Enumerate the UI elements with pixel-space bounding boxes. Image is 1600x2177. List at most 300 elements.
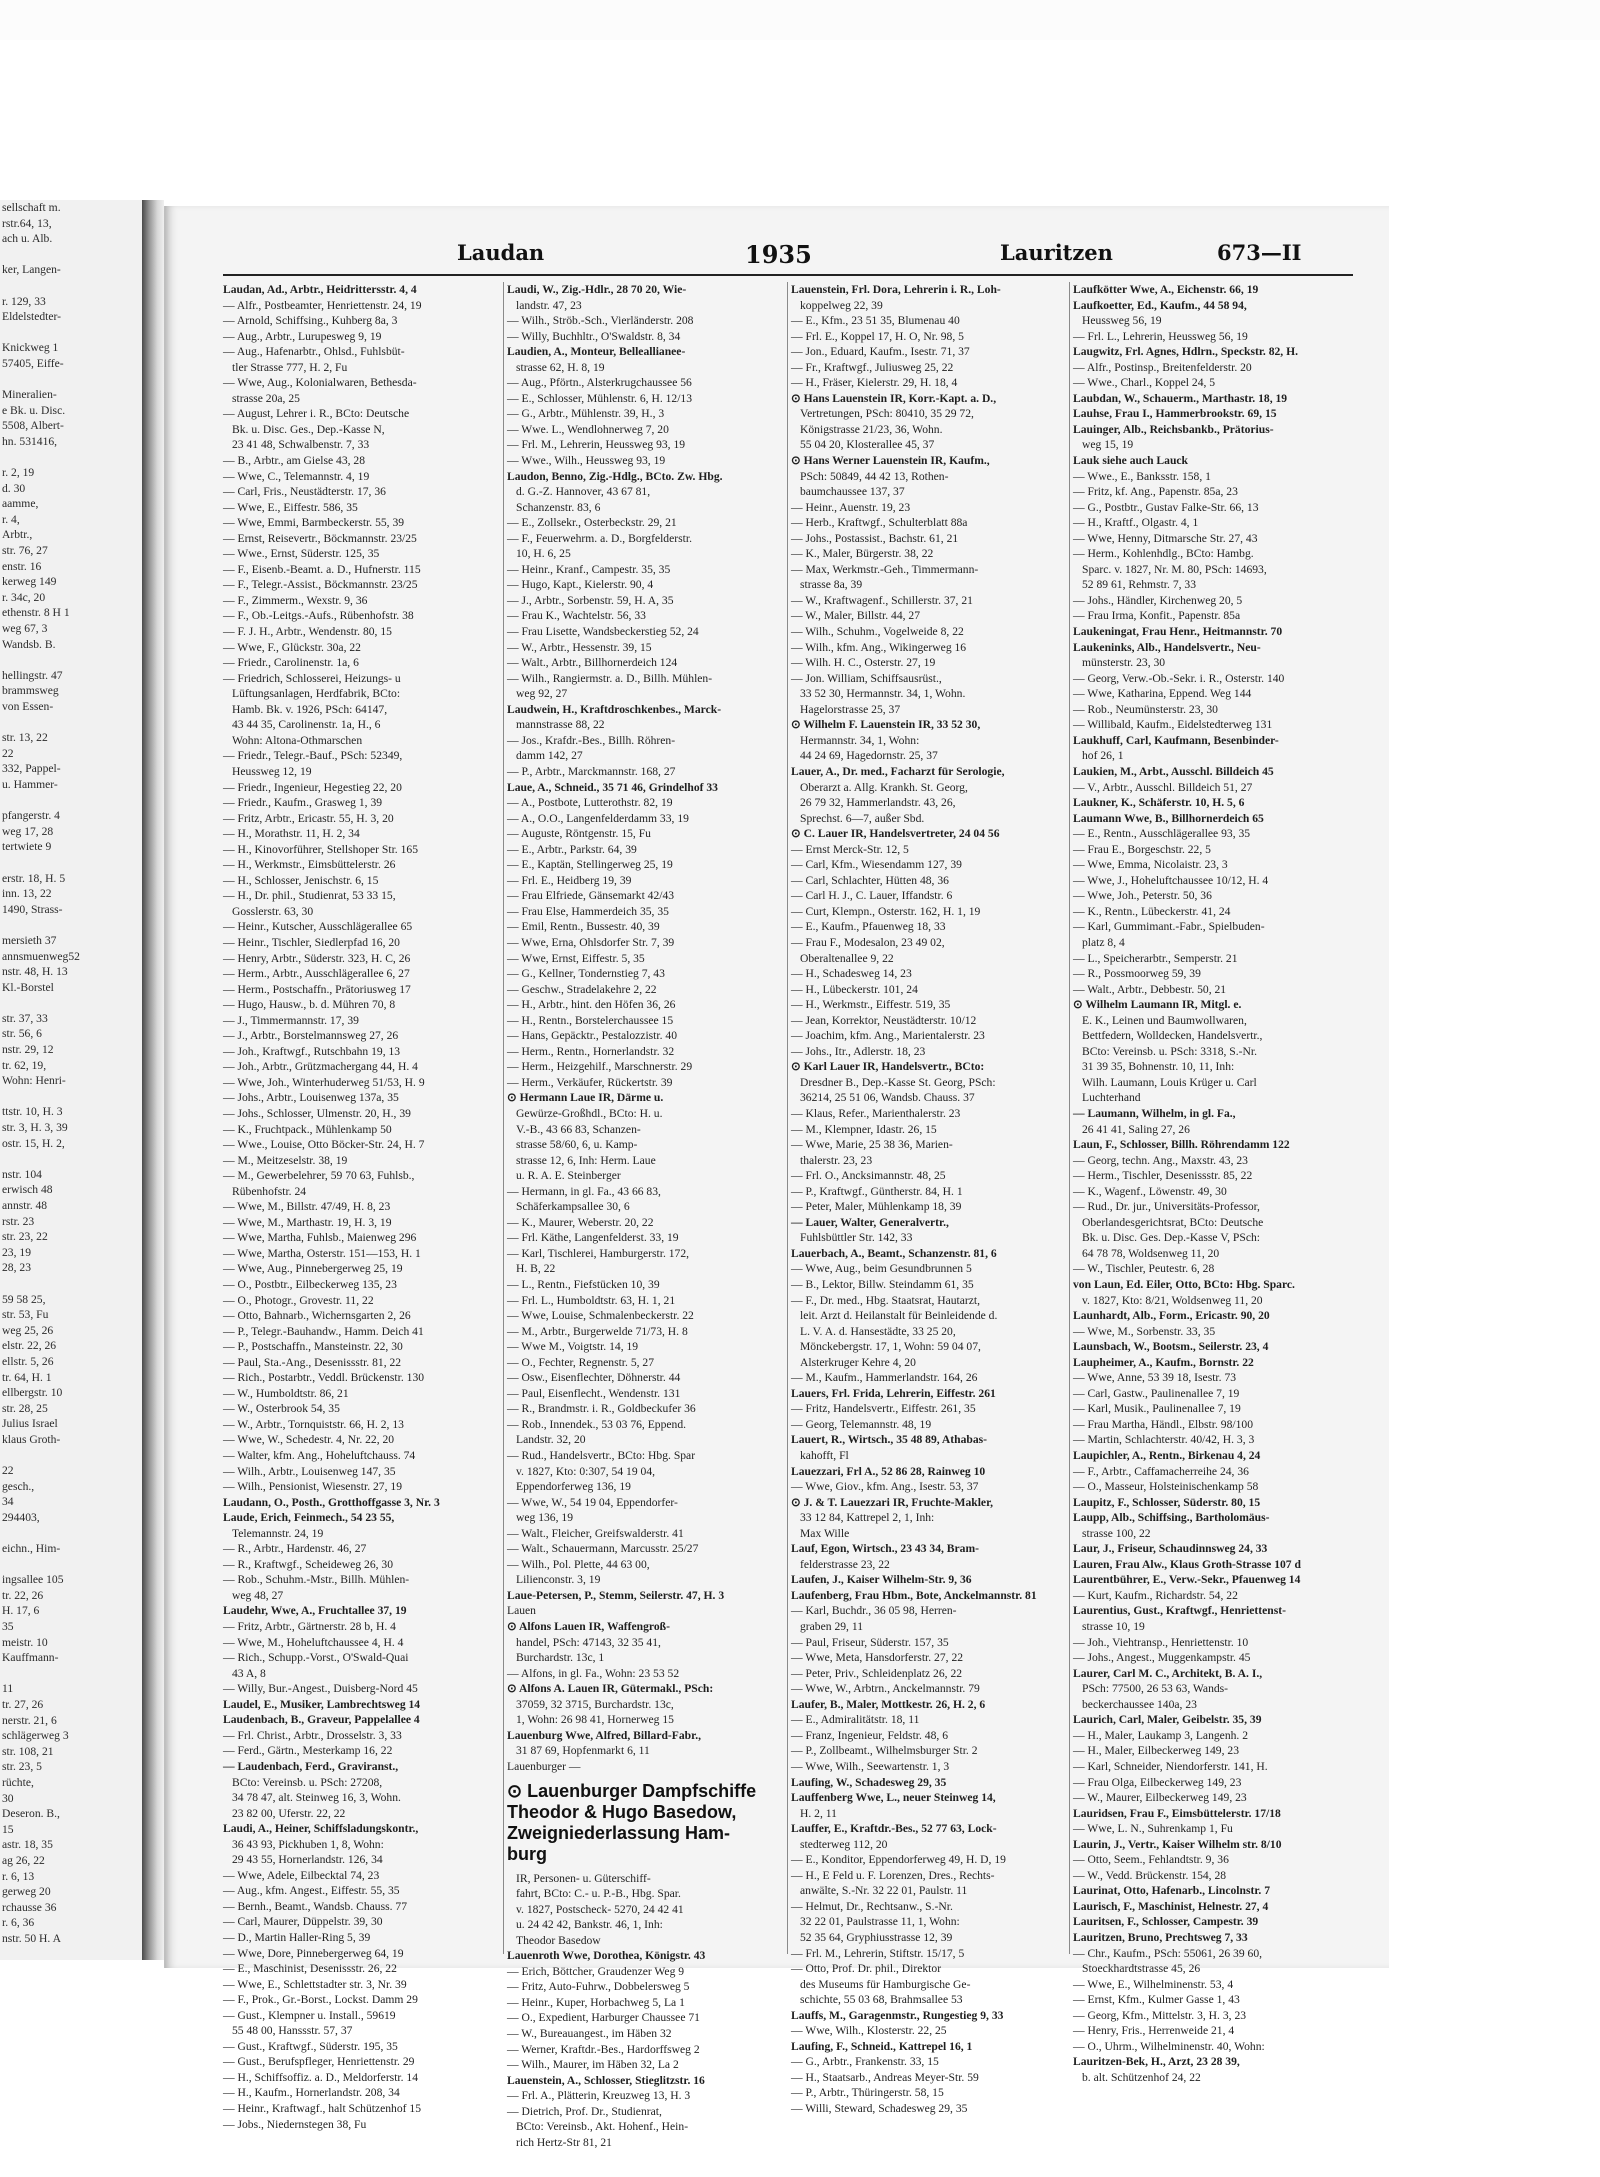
directory-entry-line: — Herm., Verkäufer, Rückertstr. 39 — [507, 1075, 673, 1089]
left-page-line: ellstr. 5, 26 — [2, 1354, 54, 1368]
directory-entry-line: Lauritzen-Bek, H., Arzt, 23 28 39, — [1073, 2055, 1240, 2069]
directory-entry-line: Laupheimer, A., Kaufm., Bornstr. 22 — [1073, 1355, 1254, 1369]
left-page-line: 57405, Eiffe- — [2, 356, 64, 370]
directory-entry-line: — Alfr., Postbeamter, Henriettenstr. 24, 19 — [223, 298, 422, 312]
directory-entry-line: — Walt., Schauermann, Marcusstr. 25/27 — [507, 1542, 699, 1556]
directory-entry-line: ⊙ C. Lauer IR, Handelsvertreter, 24 04 56 — [791, 827, 1000, 841]
directory-entry-line: weg 92, 27 — [516, 687, 568, 701]
directory-entry-line: — Alfr., Postinsp., Breitenfelderstr. 20 — [1073, 360, 1252, 374]
directory-entry-line: — Frau F., Modesalon, 23 49 02, — [791, 935, 945, 949]
directory-entry-line: 37059, 32 3715, Burchardstr. 13c, — [516, 1697, 674, 1711]
directory-entry-line: — Paul, Eisenflecht., Wendenstr. 131 — [507, 1386, 681, 1400]
directory-entry-line: — Friedr., Telegr.-Bauf., PSch: 52349, — [223, 749, 403, 763]
directory-entry-line: — E., Admiralitätstr. 18, 11 — [791, 1713, 920, 1727]
left-page-line: tertwiete 9 — [2, 840, 52, 854]
left-page-line: brammsweg — [2, 684, 59, 698]
directory-entry-line: — Willi, Steward, Schadesweg 29, 35 — [791, 2101, 968, 2115]
directory-entry-line: — Rob., Schuhm.-Mstr., Billh. Mühlen- — [223, 1573, 410, 1587]
directory-entry-line: — Wwe, Joh., Peterstr. 50, 36 — [1073, 889, 1212, 903]
directory-entry-line: — Rich., Postarbtr., Veddl. Brückenstr. 130 — [223, 1371, 425, 1385]
directory-entry-line: Laur, J., Friseur, Schaudinnsweg 24, 33 — [1073, 1542, 1268, 1556]
left-page-line: inn. 13, 22 — [2, 887, 52, 901]
directory-entry-line: Launsbach, W., Bootsm., Seilerstr. 23, 4 — [1073, 1340, 1269, 1354]
directory-entry-line: Laudwein, H., Kraftdroschkenbes., Marck- — [507, 702, 722, 716]
directory-entry-line: Königstrasse 21/23, 36, Wohn. — [800, 422, 943, 436]
directory-entry-line: — Johs., Arbtr., Louisenweg 137a, 35 — [223, 1091, 399, 1105]
directory-entry-line: hof 26, 1 — [1082, 749, 1124, 763]
directory-entry-line: — Friedr., Kaufm., Grasweg 1, 39 — [223, 796, 383, 810]
left-page-line: d. 30 — [2, 481, 26, 495]
directory-entry-line: Lauezzari, Frl A., 52 86 28, Rainweg 10 — [791, 1464, 986, 1478]
left-page-line: Deseron. B., — [2, 1807, 60, 1821]
directory-entry-line: — Frl. M., Lehrerin, Heussweg 93, 19 — [507, 438, 686, 452]
directory-entry-line: — Rud., Dr. jur., Universitäts-Professor, — [1073, 1200, 1260, 1214]
directory-entry-line: — M., Arbtr., Burgerwelde 71/73, H. 8 — [507, 1324, 688, 1338]
directory-entry-line: — Frl. L., Humboldtstr. 63, H. 1, 21 — [507, 1293, 676, 1307]
directory-entry-line: — G., Kellner, Tondernstieg 7, 43 — [507, 967, 665, 981]
directory-entry-line: — Heinr., Auenstr. 19, 23 — [791, 500, 911, 514]
directory-entry-line: — F., Ob.-Leitgs.-Aufs., Rübenhofstr. 38 — [223, 609, 414, 623]
directory-entry-line: Laudi, W., Zig.-Hdlr., 28 70 20, Wie- — [507, 283, 687, 296]
directory-entry-line: — W., Maurer, Eilbeckerweg 149, 23 — [1073, 1791, 1247, 1805]
directory-entry-line: — R., Arbtr., Hardenstr. 46, 27 — [223, 1542, 367, 1556]
directory-entry-line: — Joachim, kfm. Ang., Marientalerstr. 23 — [791, 1029, 985, 1043]
directory-entry-line: Heussweg 56, 19 — [1082, 314, 1162, 328]
directory-entry-line: Oberaltenallee 9, 22 — [800, 951, 894, 965]
directory-entry-line: — Frau E., Borgeschstr. 22, 5 — [1073, 842, 1211, 856]
directory-entry-line: — Wilh., kfm. Ang., Wikingerweg 16 — [791, 640, 967, 654]
directory-entry-line: — Hermann, in gl. Fa., 43 66 83, — [507, 1184, 661, 1198]
directory-entry-line: — Friedr., Ingenieur, Hegestieg 22, 20 — [223, 780, 402, 794]
left-page-line: rstr.64, 13, — [2, 216, 52, 230]
directory-entry-line: strasse 100, 22 — [1082, 1526, 1151, 1540]
directory-entry-line: Oberarzt a. Allg. Krankh. St. Georg, — [800, 780, 968, 794]
directory-entry-line: koppelweg 22, 39 — [800, 298, 883, 312]
left-page-line — [0, 1525, 147, 1541]
left-page-line: Knickweg 1 — [2, 341, 59, 355]
left-page-line: rüchte, — [2, 1775, 34, 1789]
directory-entry-line: u. 24 42 42, Bankstr. 46, 1, Inh: — [516, 1918, 663, 1932]
directory-entry-line: Burchardstr. 13c, 1 — [516, 1651, 605, 1665]
directory-entry-line: 43 A, 8 — [232, 1666, 266, 1680]
directory-entry-line: — Wwe, Marie, 25 38 36, Marien- — [791, 1138, 953, 1152]
column-divider — [503, 282, 504, 1954]
left-page-line: rchausse 36 — [2, 1900, 57, 1914]
directory-entry-line: — G., Postbtr., Gustav Falke-Str. 66, 13 — [1073, 500, 1259, 514]
directory-entry-line: 33 12 84, Kattrepel 2, 1, Inh: — [800, 1511, 935, 1525]
directory-entry-line: — Wwe, Katharina, Eppend. Weg 144 — [1073, 687, 1252, 701]
left-page-line: elstr. 22, 26 — [2, 1339, 57, 1353]
directory-entry-line: — D., Martin Haller-Ring 5, 39 — [223, 1930, 371, 1944]
directory-entry-line: — Herm., Postschaffn., Prätoriusweg 17 — [223, 982, 411, 996]
directory-entry-line: — Wwe., E., Banksstr. 158, 1 — [1073, 469, 1211, 483]
directory-entry-line: L. V. A. d. Hansestädte, 33 25 20, — [800, 1324, 956, 1338]
directory-entry-line: Laufing, F., Schneid., Kattrepel 16, 1 — [791, 2039, 973, 2053]
directory-entry-line: Lauf, Egon, Wirtsch., 23 43 34, Bram- — [791, 1542, 979, 1556]
left-page-line: str. 108, 21 — [2, 1744, 54, 1758]
directory-entry-line: — Frl. O., Ancksimannstr. 48, 25 — [791, 1169, 946, 1183]
directory-entry-line: — J., Arbtr., Borstelmannsweg 27, 26 — [223, 1029, 399, 1043]
directory-entry-line: — Fritz, Arbtr., Ericastr. 55, H. 3, 20 — [223, 811, 394, 825]
header-rule — [223, 274, 1353, 276]
directory-entry-line: — Carl, Gastw., Paulinenallee 7, 19 — [1073, 1386, 1240, 1400]
directory-entry-line: — O., Uhrm., Wilhelminenstr. 40, Wohn: — [1073, 2039, 1265, 2053]
directory-entry-line: des Museums für Hamburgische Ge- — [800, 1977, 971, 1991]
directory-entry-line: — Wwe, W., Schedestr. 4, Nr. 22, 20 — [223, 1433, 395, 1447]
directory-entry-line: — W., Humboldtstr. 86, 21 — [223, 1386, 349, 1400]
left-page-line: ttstr. 10, H. 3 — [2, 1105, 63, 1119]
column-divider — [1069, 282, 1070, 1954]
directory-entry-line: — Frau Elfriede, Gänsemarkt 42/43 — [507, 889, 675, 903]
directory-entry-line: Laurentius, Gust., Kraftwgf., Henriettenst- — [1073, 1604, 1286, 1618]
directory-entry-line: — Paul, Sta.-Ang., Desenissstr. 81, 22 — [223, 1355, 402, 1369]
directory-entry-line: — P., Arbtr., Marckmannstr. 168, 27 — [507, 764, 676, 778]
left-page-line — [0, 247, 147, 263]
left-page-line: weg 25, 26 — [2, 1323, 54, 1337]
directory-entry-line: — Otto, Bahnarb., Wichernsgarten 2, 26 — [223, 1309, 411, 1323]
left-page-line: rstr. 23 — [2, 1214, 35, 1228]
directory-entry-line: — Chr., Kaufm., PSch: 55061, 26 39 60, — [1073, 1946, 1263, 1960]
directory-entry-line: — H., Kaufm., Hornerlandstr. 208, 34 — [223, 2086, 400, 2100]
directory-entry-line: — Curt, Klempn., Osterstr. 162, H. 1, 19 — [791, 904, 981, 918]
directory-entry-line: handel, PSch: 47143, 32 35 41, — [516, 1635, 661, 1649]
directory-entry-line: — Walter, kfm. Ang., Hoheluftchauss. 74 — [223, 1449, 416, 1463]
directory-entry-line: — L., Rentn., Fiefstücken 10, 39 — [507, 1278, 660, 1291]
directory-entry-line: Eppendorferweg 136, 19 — [516, 1480, 631, 1494]
directory-entry-line: — Wwe, Louise, Schmalenbeckerstr. 22 — [507, 1309, 694, 1323]
directory-entry-line: — E., Arbtr., Parkstr. 64, 39 — [507, 842, 637, 856]
directory-entry-line: — Wwe, Erna, Ohlsdorfer Str. 7, 39 — [507, 935, 675, 949]
advertisement-line: ⊙ Lauenburger Dampfschiffe — [507, 1780, 757, 1801]
directory-entry-line: — Aug., Hafenarbtr., Ohlsd., Fuhlsbüt- — [223, 345, 405, 359]
directory-entry-line: weg 15, 19 — [1082, 438, 1134, 452]
directory-entry-line: schichte, 55 03 68, Brahmsallee 53 — [800, 1993, 963, 2007]
directory-entry-line: — Wilh., Pensionist, Wiesenstr. 27, 19 — [223, 1480, 402, 1494]
directory-entry-line: — H., Rentn., Borstelerchaussee 15 — [507, 1013, 674, 1027]
directory-entry-line: Wilh. Laumann, Louis Krüger u. Carl — [1082, 1075, 1257, 1089]
directory-entry-line: — W., Vedd. Brückenstr. 154, 28 — [1073, 1868, 1227, 1882]
left-page-line: Mineralien- — [2, 388, 57, 402]
directory-entry-line: Lauren, Frau Alw., Klaus Groth-Strasse 107 d — [1073, 1557, 1301, 1571]
directory-entry-line: — Wwe M., Voigtstr. 14, 19 — [507, 1340, 639, 1354]
directory-entry-line: — Carl, Fris., Neustädterstr. 17, 36 — [223, 485, 386, 499]
directory-entry-line: — Fritz, kf. Ang., Papenstr. 85a, 23 — [1073, 485, 1238, 499]
directory-entry-line: Rübenhofstr. 24 — [232, 1184, 307, 1198]
directory-entry-line: Lauinger, Alb., Reichsbankb., Prätorius- — [1073, 422, 1274, 436]
directory-entry-line: 29 43 55, Hornerlandstr. 126, 34 — [232, 1853, 383, 1867]
directory-entry-line: Hamb. Bk. v. 1926, PSch: 64147, — [232, 702, 388, 716]
directory-entry-line: — Frl. E., Koppel 17, H. O, Nr. 98, 5 — [791, 329, 964, 343]
directory-entry-line: — Walt., Arbtr., Debbestr. 50, 21 — [1073, 982, 1227, 996]
directory-entry-line: — Georg, Kfm., Mittelstr. 3, H. 3, 23 — [1073, 2008, 1247, 2022]
left-page-line: Julius Israel — [2, 1417, 58, 1431]
directory-entry-line: — Wwe., Charl., Koppel 24, 5 — [1073, 376, 1216, 390]
directory-entry-line: — W., Kraftwagenf., Schillerstr. 37, 21 — [791, 593, 973, 607]
directory-entry-line: — Wwe. L., Wendlohnerweg 7, 20 — [507, 422, 669, 436]
directory-entry-line: münsterstr. 23, 30 — [1082, 656, 1166, 670]
left-page-line — [0, 793, 147, 809]
header-left-keyword: Laudan — [457, 240, 545, 265]
directory-entry-line: — Franz, Ingenieur, Feldstr. 48, 6 — [791, 1728, 948, 1742]
directory-entry-line: — Karl, Gummimant.-Fabr., Spielbuden- — [1073, 920, 1265, 934]
directory-entry-line: — Johs., Postassist., Bachstr. 61, 21 — [791, 531, 959, 545]
directory-entry-line: — Osw., Eisenflechter, Döhnerstr. 44 — [507, 1371, 681, 1385]
left-page-line: 1490, Strass- — [2, 902, 63, 916]
directory-entry-line: Sparc. v. 1827, Nr. M. 80, PSch: 14693, — [1082, 562, 1267, 576]
directory-entry-line: — Wwe, Adele, Eilbecktal 74, 23 — [223, 1868, 380, 1882]
left-page-line: enstr. 16 — [2, 559, 42, 573]
left-page-line — [0, 715, 147, 731]
scan-border — [0, 0, 1600, 40]
directory-entry-line: beckerchaussee 140a, 23 — [1082, 1697, 1197, 1711]
directory-entry-line: — H., Kraftf., Olgastr. 4, 1 — [1073, 516, 1199, 530]
directory-entry-line: — Jean, Korrektor, Neustädterstr. 10/12 — [791, 1013, 977, 1027]
left-page-line: str. 56, 6 — [2, 1027, 42, 1041]
directory-entry-line: — H., Schadesweg 14, 23 — [791, 967, 912, 981]
directory-entry-line: — Wwe, M., Billstr. 47/49, H. 8, 23 — [223, 1200, 391, 1214]
directory-entry-line: — Henry, Fris., Herrenweide 21, 4 — [1073, 2024, 1235, 2038]
left-page-line: von Essen- — [2, 700, 54, 713]
left-page-line: meistr. 10 — [2, 1635, 48, 1649]
left-page-line: nstr. 48, H. 13 — [2, 965, 68, 979]
directory-entry-line: — Erich, Böttcher, Graudenzer Weg 9 — [507, 1964, 685, 1978]
directory-entry-line: — O., Masseur, Holsteinischenkamp 58 — [1073, 1480, 1259, 1494]
directory-entry-line: strasse 10, 19 — [1082, 1620, 1145, 1634]
directory-entry-line: — W., Tischler, Peutestr. 6, 28 — [1073, 1262, 1215, 1276]
directory-entry-line: — Peter, Priv., Schleidenplatz 26, 22 — [791, 1666, 963, 1680]
directory-entry-line: — Johs., Schlosser, Ulmenstr. 20, H., 39 — [223, 1106, 411, 1120]
directory-entry-line: — Carl, Kfm., Wiesendamm 127, 39 — [791, 858, 962, 872]
directory-entry-line: Laurer, Carl M. C., Architekt, B. A. I., — [1073, 1666, 1263, 1680]
advertisement-lauenburger-dampfschiffe — [507, 1779, 783, 1867]
directory-entry-line: — Wilh., Schuhm., Vogelweide 8, 22 — [791, 625, 964, 639]
directory-entry-line: — Jos., Krafdr.-Bes., Billh. Röhren- — [507, 733, 676, 747]
directory-entry-line: — Wwe, Aug., Pinnebergerweg 25, 19 — [223, 1262, 403, 1276]
directory-entry-line: — Gust., Berufspfleger, Henriettenstr. 29 — [223, 2055, 415, 2069]
directory-entry-line: — Carl, Schlachter, Hütten 48, 36 — [791, 873, 949, 887]
directory-entry-line: Laumann Wwe, B., Billhornerdeich 65 — [1073, 811, 1264, 825]
directory-entry-line: — Klaus, Refer., Marienthalerstr. 23 — [791, 1106, 961, 1120]
directory-entry-line: — H., E Feld u. F. Lorenzen, Dres., Rechts- — [791, 1868, 995, 1882]
directory-entry-line: Laupitz, F., Schlosser, Süderstr. 80, 15 — [1073, 1495, 1261, 1509]
directory-entry-line: — J., Arbtr., Sorbenstr. 59, H. A, 35 — [507, 593, 674, 607]
directory-entry-line: Theodor Basedow — [516, 1933, 601, 1947]
directory-entry-line: Laudi, A., Heiner, Schiffsladungskontr., — [223, 1822, 419, 1836]
directory-entry-line: — Wwe, Ernst, Eiffestr. 5, 35 — [507, 951, 645, 965]
left-page-line: Wandsb. B. — [2, 637, 56, 651]
directory-entry-line: — P., Zollbeamt., Wilhelmsburger Str. 2 — [791, 1744, 978, 1758]
directory-entry-line: — Fr., Kraftwgf., Juliusweg 25, 22 — [791, 360, 954, 374]
directory-entry-line: — Bernh., Beamt., Wandsb. Chauss. 77 — [223, 1899, 408, 1913]
directory-entry-line: — Wwe, Wilh., Seewartenstr. 1, 3 — [791, 1759, 950, 1773]
directory-entry-line: Laupichler, A., Rentn., Birkenau 4, 24 — [1073, 1449, 1261, 1463]
directory-entry-line: Sprechst. 6—7, außer Sbd. — [800, 811, 925, 825]
directory-entry-line: — Emil, Rentn., Bussestr. 40, 39 — [507, 920, 660, 934]
directory-entry-line: 32 22 01, Paulstrasse 11, 1, Wohn: — [800, 1915, 960, 1929]
left-page-line: gesch., — [2, 1479, 35, 1493]
directory-entry-line: Lauenstein, A., Schlosser, Stieglitzstr. 16 — [507, 2073, 705, 2087]
directory-entry-line: — W., Osterbrook 54, 35 — [223, 1402, 340, 1416]
directory-entry-line: — Georg, techn. Ang., Maxstr. 43, 23 — [1073, 1153, 1248, 1167]
directory-entry-line: Schäferkampsallee 30, 6 — [516, 1200, 630, 1214]
directory-entry-line: thalerstr. 23, 23 — [800, 1153, 873, 1167]
left-page-line: ker, Langen- — [2, 263, 61, 277]
directory-entry-line: Max Wille — [800, 1526, 850, 1540]
left-page-line: nstr. 29, 12 — [2, 1043, 54, 1057]
directory-entry-line: — Laumann, Wilhelm, in gl. Fa., — [1073, 1106, 1236, 1120]
directory-entry-line: — Alfons, in gl. Fa., Wohn: 23 53 52 — [507, 1666, 680, 1680]
directory-entry-line: — Joh., Viehtransp., Henriettenstr. 10 — [1073, 1635, 1249, 1649]
directory-entry-line: — Wwe, E., Wilhelminenstr. 53, 4 — [1073, 1977, 1234, 1991]
directory-entry-line: — Rob., Innendek., 53 03 76, Eppend. — [507, 1417, 687, 1431]
directory-entry-line: — Wilh., Arbtr., Louisenweg 147, 35 — [223, 1464, 396, 1478]
directory-entry-line: Laubdan, W., Schauerm., Marthastr. 18, 19 — [1073, 391, 1288, 405]
directory-entry-line: Fuhlsbüttler Str. 142, 33 — [800, 1231, 913, 1245]
directory-entry-line: — Wwe, E., Eiffestr. 586, 35 — [223, 500, 358, 514]
directory-column-3 — [791, 282, 1067, 2115]
directory-entry-line: 55 48 00, Hanssstr. 57, 37 — [232, 2024, 353, 2038]
directory-entry-line: — Jon. William, Schiffsausrüst., — [791, 671, 942, 685]
directory-entry-line: — Werner, Kraftdr.-Bes., Hardorffsweg 2 — [507, 2042, 700, 2056]
directory-entry-line: Laukeninks, Alb., Handelsvertr., Neu- — [1073, 640, 1261, 654]
directory-entry-line: — Otto, Seem., Fehlandtstr. 9, 36 — [1073, 1853, 1229, 1867]
directory-entry-line: ⊙ Hermann Laue IR, Därme u. — [507, 1091, 664, 1105]
directory-entry-line: — Frau Else, Hammerdeich 35, 35 — [507, 904, 669, 918]
directory-entry-line: Lauer, A., Dr. med., Facharzt für Serologie, — [791, 764, 1005, 778]
directory-entry-line: — M., Meitzeselstr. 38, 19 — [223, 1153, 348, 1167]
directory-entry-line: — Georg, Verw.-Ob.-Sekr. i. R., Osterstr. 140 — [1073, 671, 1285, 685]
directory-entry-line: — Frl. M., Lehrerin, Stiftstr. 15/17, 5 — [791, 1946, 965, 1960]
directory-entry-line: Launhardt, Alb., Form., Ericastr. 90, 20 — [1073, 1309, 1270, 1323]
directory-entry-line: — H., Staatsarb., Andreas Meyer-Str. 59 — [791, 2070, 979, 2084]
directory-entry-line: v. 1827, Postscheck- 5270, 24 42 41 — [516, 1902, 684, 1916]
directory-entry-line: Lauffenberg Wwe, L., neuer Steinweg 14, — [791, 1791, 996, 1805]
advertisement-line: burg — [507, 1843, 547, 1864]
directory-entry-line: — Frau Olga, Eilbeckerweg 149, 23 — [1073, 1775, 1242, 1789]
directory-entry-line: 10, H. 6, 25 — [516, 547, 571, 561]
directory-entry-line: Laufenberg, Frau Hbm., Bote, Anckelmannstr. 81 — [791, 1588, 1037, 1602]
directory-entry-line: — O., Fechter, Regnenstr. 5, 27 — [507, 1355, 655, 1369]
directory-entry-line: — W., Arbtr., Tornquiststr. 66, H. 2, 13 — [223, 1417, 404, 1431]
directory-entry-line: — Wilh., Ströb.-Sch., Vierländerstr. 208 — [507, 314, 694, 328]
directory-entry-line: — Heinr., Kraftwagf., halt Schützenhof 15 — [223, 2101, 422, 2115]
directory-entry-line: Lauhse, Frau I., Hammerbrookstr. 69, 15 — [1073, 407, 1277, 421]
directory-entry-line: Laudel, E., Musiker, Lambrechtsweg 14 — [223, 1697, 421, 1711]
left-page-line: str. 13, 22 — [2, 731, 48, 745]
left-page-line: weg 67, 3 — [2, 622, 48, 636]
directory-entry-line: — Lauer, Walter, Generalvertr., — [791, 1215, 949, 1229]
directory-entry-line: — Heinr., Kuper, Horbachweg 5, La 1 — [507, 1995, 685, 2009]
directory-entry-line: 31 87 69, Hopfenmarkt 6, 11 — [516, 1744, 650, 1758]
directory-entry-line: strasse 20a, 25 — [232, 391, 300, 405]
left-page-line: Kl.-Borstel — [2, 980, 54, 994]
directory-entry-line: — Herm., Arbtr., Ausschlägerallee 6, 27 — [223, 967, 410, 981]
directory-entry-line: Hermannstr. 34, 1, Wohn: — [800, 733, 920, 747]
left-page-line: 23, 19 — [2, 1245, 31, 1259]
directory-entry-line: — Frl. Käthe, Langenfelderst. 33, 19 — [507, 1231, 679, 1245]
directory-entry-line: — Wwe, Giov., kfm. Ang., Isestr. 53, 37 — [791, 1480, 979, 1494]
directory-entry-line: Lauenstein, Frl. Dora, Lehrerin i. R., Loh- — [791, 283, 1001, 296]
directory-entry-line: strasse 12, 6, Inh: Herm. Laue — [516, 1153, 656, 1167]
directory-entry-line: — H., Kinovorführer, Stellshoper Str. 165 — [223, 842, 418, 856]
directory-entry-line: — M., Gewerbelehrer, 59 70 63, Fuhlsb., — [223, 1169, 415, 1183]
directory-entry-line: — Aug., Pförtn., Alsterkrugchaussee 56 — [507, 376, 692, 390]
directory-entry-line: Stoeckhardtstrasse 45, 26 — [1082, 1962, 1201, 1976]
directory-entry-line: landstr. 47, 23 — [516, 298, 582, 312]
directory-entry-line: — Herb., Kraftwgf., Schulterblatt 88a — [791, 516, 968, 530]
directory-entry-line: — J., Timmermannstr. 17, 39 — [223, 1013, 359, 1027]
directory-entry-line: Lilienconstr. 3, 19 — [516, 1573, 601, 1587]
directory-entry-line: — F., Eisenb.-Beamt. a. D., Hufnerstr. 115 — [223, 562, 421, 576]
directory-entry-line: — E., Maschinist, Desenissstr. 26, 22 — [223, 1962, 397, 1976]
left-page-line: r. 2, 19 — [2, 466, 35, 480]
directory-entry-line: Schanzenstr. 83, 6 — [516, 500, 601, 514]
directory-entry-line: anwälte, S.-Nr. 32 22 01, Paulstr. 11 — [800, 1884, 968, 1898]
directory-entry-line: ⊙ Hans Lauenstein IR, Korr.-Kapt. a. D., — [791, 391, 997, 405]
directory-entry-line: — Ernst, Reisevertr., Böckmannstr. 23/25 — [223, 531, 417, 545]
directory-entry-line: — W., Arbtr., Hessenstr. 39, 15 — [507, 640, 652, 654]
directory-entry-line: — O., Expedient, Harburger Chaussee 71 — [507, 2011, 700, 2025]
left-page-line: hn. 531416, — [2, 434, 58, 448]
directory-entry-line: d. G.-Z. Hannover, 43 67 81, — [516, 485, 651, 499]
directory-entry-line: — Wwe, W., 54 19 04, Eppendorfer- — [507, 1495, 678, 1509]
directory-entry-line: rich Hertz-Str 81, 21 — [516, 2135, 612, 2149]
directory-entry-line: 43 44 35, Carolinenstr. 1a, H., 6 — [232, 718, 381, 732]
directory-column-4 — [1073, 282, 1349, 2084]
directory-entry-line: — M., Kaufm., Hammerlandstr. 164, 26 — [791, 1371, 978, 1385]
advertisement-line: Theodor & Hugo Basedow, — [507, 1801, 737, 1822]
directory-entry-line: — Herm., Rentn., Hornerlandstr. 32 — [507, 1044, 675, 1058]
directory-entry-line: — K., Rentn., Lübeckerstr. 41, 24 — [1073, 904, 1231, 918]
directory-entry-line: Laudan, Ad., Arbtr., Heidrittersstr. 4, 4 — [223, 283, 417, 296]
left-page-line: nerstr. 21, 6 — [2, 1713, 57, 1727]
directory-entry-line: — Martin, Schlachterstr. 40/42, H. 3, 3 — [1073, 1433, 1255, 1447]
directory-entry-line: weg 136, 19 — [516, 1511, 573, 1525]
directory-entry-line: — Rud., Handelsvertr., BCto: Hbg. Spar — [507, 1449, 696, 1463]
directory-entry-line: Laun, F., Schlosser, Billh. Röhrendamm 122 — [1073, 1138, 1290, 1152]
directory-entry-line: — Helmut, Dr., Rechtsanw., S.-Nr. — [791, 1899, 953, 1913]
left-page-line: 15 — [2, 1822, 14, 1836]
directory-entry-line: — Wwe., Wilh., Heussweg 93, 19 — [507, 454, 666, 468]
directory-entry-line: — E., Schlosser, Mühlenstr. 6, H. 12/13 — [507, 391, 693, 405]
left-page-line — [0, 1557, 147, 1573]
directory-entry-line: von Laun, Ed. Eiler, Otto, BCto: Hbg. Sparc. — [1073, 1278, 1295, 1291]
directory-entry-line: — Wwe., Louise, Otto Böcker-Str. 24, H. 7 — [223, 1138, 425, 1152]
directory-entry-line: — F., Feuerwehrm. a. D., Borgfelderstr. — [507, 531, 692, 545]
left-page-line: r. 34c, 20 — [2, 590, 46, 604]
directory-entry-line: PSch: 50849, 44 42 13, Rothen- — [800, 469, 949, 483]
directory-entry-line: Landstr. 32, 20 — [516, 1433, 586, 1447]
directory-entry-line: — K., Fruchtpack., Mühlenkamp 50 — [223, 1122, 392, 1136]
directory-entry-line: 44 24 69, Hagedornstr. 25, 37 — [800, 749, 938, 763]
directory-entry-line: — Hans, Gepäcktr., Pestalozzistr. 40 — [507, 1029, 678, 1043]
directory-entry-line: Lauen — [507, 1604, 536, 1618]
left-page-line: r. 6, 13 — [2, 1869, 35, 1883]
left-page-line — [0, 1151, 147, 1167]
directory-entry-line: — Paul, Friseur, Süderstr. 157, 35 — [791, 1635, 949, 1649]
directory-entry-line: — H., Lübeckerstr. 101, 24 — [791, 982, 918, 996]
directory-entry-line: Lauert, R., Wirtsch., 35 48 89, Athabas- — [791, 1433, 988, 1447]
column-divider — [787, 282, 788, 1954]
directory-entry-line: H. B, 22 — [516, 1262, 556, 1276]
directory-entry-line: — Jon., Eduard, Kaufm., Isestr. 71, 37 — [791, 345, 970, 359]
directory-entry-line: Lauridsen, Frau F., Eimsbüttelerstr. 17/18 — [1073, 1806, 1281, 1820]
directory-entry-line: Alsterkruger Kehre 4, 20 — [800, 1355, 916, 1369]
directory-entry-line: — Rob., Neumünsterstr. 23, 30 — [1073, 702, 1218, 716]
directory-entry-line: BCto: Vereinsb. u. PSch: 27208, — [232, 1775, 383, 1789]
directory-entry-line: — W., Maler, Billstr. 44, 27 — [791, 609, 921, 623]
left-page-line: ach u. Alb. — [2, 232, 53, 246]
